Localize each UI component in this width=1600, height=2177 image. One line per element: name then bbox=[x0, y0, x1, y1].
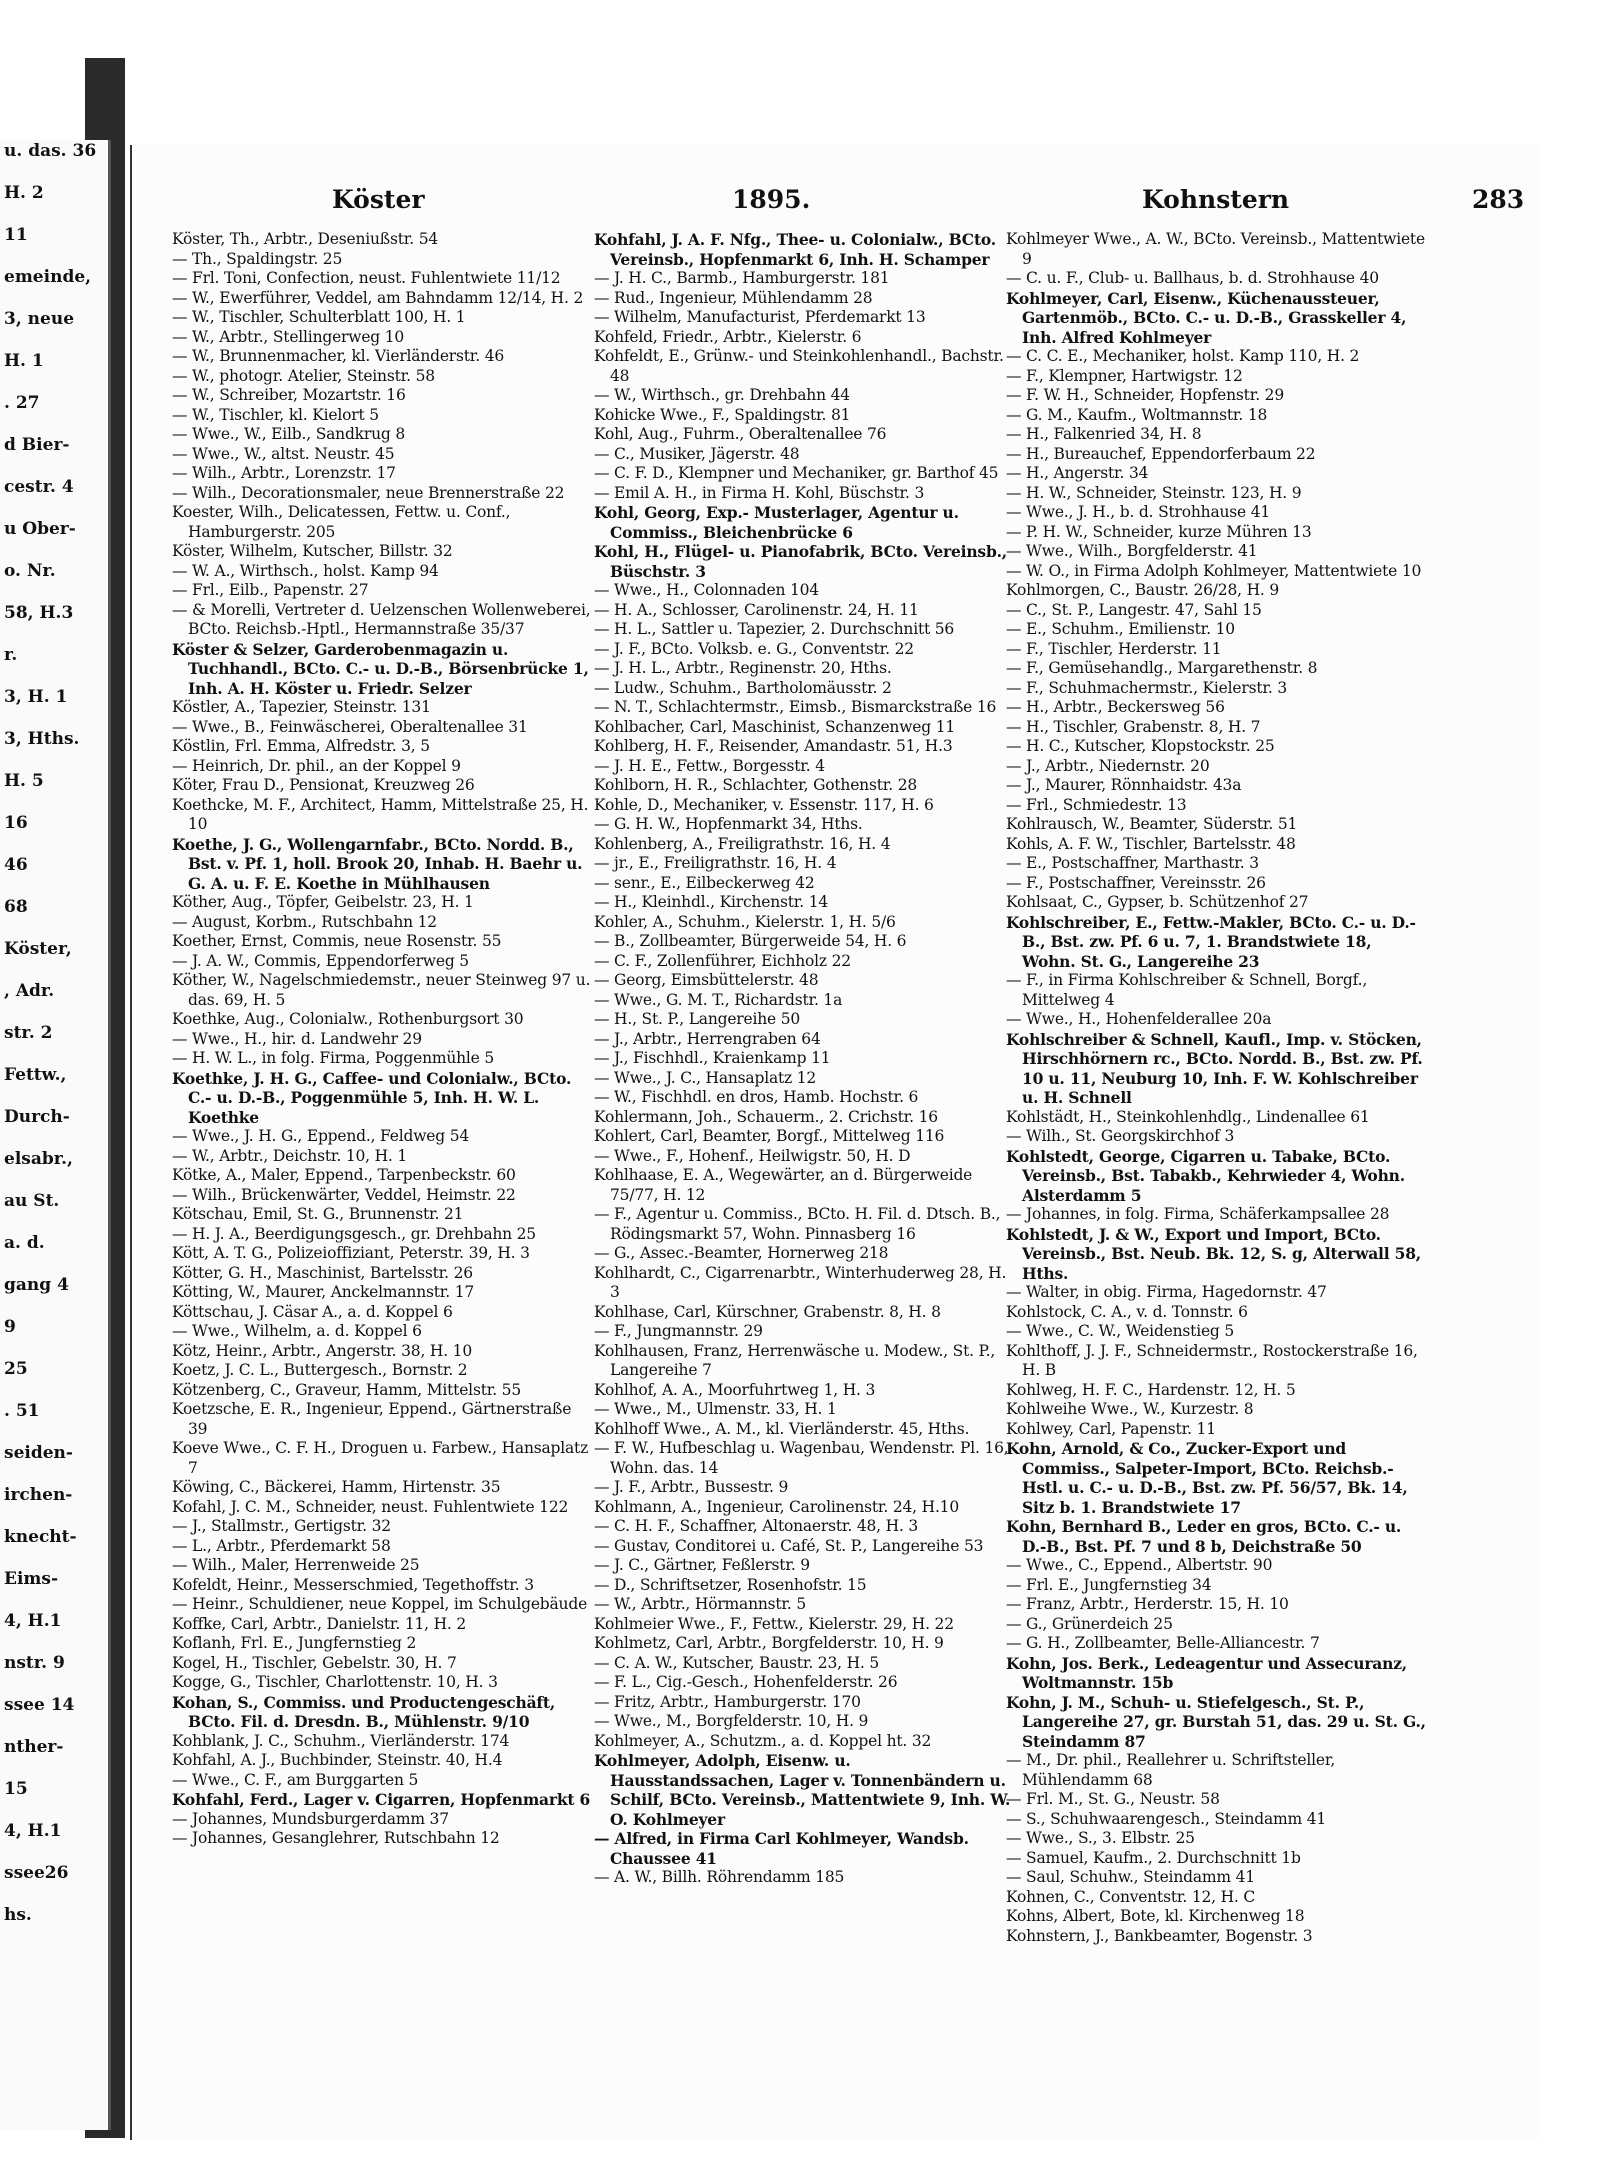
previous-page-text: 4, H.1 bbox=[4, 1611, 62, 1631]
directory-entry: — Ludw., Schuhm., Bartholomäusstr. 2 bbox=[594, 678, 892, 697]
directory-entry: Kohlermann, Joh., Schauerm., 2. Crichstr. 16 bbox=[594, 1107, 938, 1126]
directory-entry: Kohlweihe Wwe., W., Kurzestr. 8 bbox=[1006, 1400, 1254, 1418]
directory-entry: Köwing, C., Bäckerei, Hamm, Hirtenstr. 35 bbox=[172, 1478, 501, 1496]
directory-entry: Kohl, Georg, Exp.- Musterlager, Agentur u. Commiss., Bleichenbrücke 6 bbox=[594, 503, 959, 542]
directory-entry: — C., St. P., Langestr. 47, Sahl 15 bbox=[1006, 600, 1262, 619]
previous-page-text: u. das. 36 bbox=[4, 141, 97, 161]
directory-entry: — Frl. M., St. G., Neustr. 58 bbox=[1006, 1790, 1220, 1808]
directory-entry: — Heinr., Schuldiener, neue Koppel, im Schulgebäude bbox=[172, 1595, 588, 1613]
previous-page-text: . 27 bbox=[4, 393, 40, 413]
directory-entry: Koether, Ernst, Commis, neue Rosenstr. 55 bbox=[172, 932, 502, 950]
directory-entry: — Georg, Eimsbüttelerstr. 48 bbox=[594, 971, 819, 989]
previous-page-text: H. 1 bbox=[4, 351, 44, 371]
directory-entry: — J., Arbtr., Herrengraben 64 bbox=[594, 1029, 821, 1048]
directory-entry: — F., Gemüsehandlg., Margarethenstr. 8 bbox=[1006, 659, 1318, 677]
previous-page-text: H. 5 bbox=[4, 771, 44, 791]
directory-entry: Kohlhoff Wwe., A. M., kl. Vierländerstr. 45, Hths. bbox=[594, 1419, 970, 1438]
directory-entry: Kohnen, C., Conventstr. 12, H. C bbox=[1006, 1887, 1256, 1906]
previous-page-text: , Adr. bbox=[4, 981, 55, 1001]
directory-entry: — Wwe., C., Eppend., Albertstr. 90 bbox=[1006, 1556, 1273, 1574]
directory-entry: — M., Dr. phil., Reallehrer u. Schriftsteller, Mühlendamm 68 bbox=[1006, 1751, 1336, 1789]
directory-entry: Kohfeld, Friedr., Arbtr., Kielerstr. 6 bbox=[594, 327, 862, 346]
directory-entry: Koester, Wilh., Delicatessen, Fettw. u. Conf., Hamburgerstr. 205 bbox=[172, 503, 511, 541]
directory-entry: — B., Zollbeamter, Bürgerweide 54, H. 6 bbox=[594, 932, 907, 950]
directory-entry: Kohlschreiber, E., Fettw.-Makler, BCto. C.- u. D.-B., Bst. zw. Pf. 6 u. 7, 1. Brandstwiete 18, Wohn. St. G., Langereihe 23 bbox=[1006, 912, 1416, 971]
directory-entry: Köttschau, J. Cäsar A., a. d. Koppel 6 bbox=[172, 1302, 453, 1321]
directory-entry: Kohlschreiber & Schnell, Kaufl., Imp. v. Stöcken, Hirschhörnern rc., BCto. Nordd. B., Bst. zw. Pf. 10 u. 11, Neuburg 10, Inh. F. W. Kohlschreiber u. H. Schnell bbox=[1006, 1029, 1423, 1107]
directory-entry: — G. M., Kaufm., Woltmannstr. 18 bbox=[1006, 405, 1268, 424]
directory-entry: Kohlmeyer, A., Schutzm., a. d. Koppel ht. 32 bbox=[594, 1731, 932, 1750]
directory-entry: — Fritz, Arbtr., Hamburgerstr. 170 bbox=[594, 1692, 861, 1711]
directory-entry: — W., Wirthsch., gr. Drehbahn 44 bbox=[594, 386, 850, 404]
directory-entry: Kohlmeyer, Carl, Eisenw., Küchenaussteuer, Gartenmöb., BCto. C.- u. D.-B., Grasskeller 4, Inh. Alfred Kohlmeyer bbox=[1006, 288, 1407, 347]
directory-entry: — Wilh., Maler, Herrenweide 25 bbox=[172, 1556, 420, 1574]
directory-entry: — G., Grünerdeich 25 bbox=[1006, 1614, 1173, 1633]
directory-entry: — F., Klempner, Hartwigstr. 12 bbox=[1006, 366, 1243, 385]
directory-entry: — W., Tischler, kl. Kielort 5 bbox=[172, 405, 379, 424]
directory-entry: Kohlwey, Carl, Papenstr. 11 bbox=[1006, 1419, 1216, 1438]
directory-entry: Kohnstern, J., Bankbeamter, Bogenstr. 3 bbox=[1006, 1926, 1313, 1945]
header-year: 1895. bbox=[732, 185, 811, 214]
directory-entry: — H. L., Sattler u. Tapezier, 2. Durchschnitt 56 bbox=[594, 620, 955, 638]
directory-entry: — Wwe., J. C., Hansaplatz 12 bbox=[594, 1068, 817, 1087]
directory-entry: Kohlhase, Carl, Kürschner, Grabenstr. 8, H. 8 bbox=[594, 1302, 941, 1321]
previous-page-text: 15 bbox=[4, 1779, 28, 1799]
previous-page-text: 9 bbox=[4, 1317, 16, 1337]
directory-entry: Kötschau, Emil, St. G., Brunnenstr. 21 bbox=[172, 1205, 464, 1223]
directory-entry: — C. C. E., Mechaniker, holst. Kamp 110, H. 2 bbox=[1006, 347, 1360, 365]
directory-entry: Kohfahl, J. A. F. Nfg., Thee- u. Colonialw., BCto. Vereinsb., Hopfenmarkt 6, Inh. H. Schamper bbox=[594, 230, 996, 269]
directory-entry: Kohblank, J. C., Schuhm., Vierländerstr. 174 bbox=[172, 1731, 510, 1750]
directory-entry: Kohn, Jos. Berk., Ledeagentur und Assecuranz, Woltmannstr. 15b bbox=[1006, 1653, 1408, 1692]
directory-entry: — Wilh., Arbtr., Lorenzstr. 17 bbox=[172, 464, 396, 482]
previous-page-text: a. d. bbox=[4, 1233, 45, 1253]
directory-entry: Koethke, Aug., Colonialw., Rothenburgsort 30 bbox=[172, 1010, 524, 1028]
directory-entry: Kötke, A., Maler, Eppend., Tarpenbeckstr. 60 bbox=[172, 1166, 516, 1184]
directory-entry: — W., Ewerführer, Veddel, am Bahndamm 12/14, H. 2 bbox=[172, 288, 584, 307]
directory-entry: Kogel, H., Tischler, Gebelstr. 30, H. 7 bbox=[172, 1653, 457, 1672]
directory-entry: Kohlbacher, Carl, Maschinist, Schanzenweg 11 bbox=[594, 717, 956, 736]
directory-entry: Kötting, W., Maurer, Anckelmannstr. 17 bbox=[172, 1283, 475, 1301]
directory-entry: — N. T., Schlachtermstr., Eimsb., Bismarckstraße 16 bbox=[594, 698, 997, 716]
directory-entry: — Frl., Schmiedestr. 13 bbox=[1006, 795, 1187, 814]
directory-entry: Kohlberg, H. F., Reisender, Amandastr. 51, H.3 bbox=[594, 737, 953, 755]
directory-entry: Kohle, D., Mechaniker, v. Essenstr. 117, H. 6 bbox=[594, 795, 934, 814]
previous-page-text: o. Nr. bbox=[4, 561, 56, 581]
directory-entry: Kötter, G. H., Maschinist, Bartelsstr. 26 bbox=[172, 1263, 473, 1282]
directory-entry: Kohicke Wwe., F., Spaldingstr. 81 bbox=[594, 405, 851, 424]
directory-entry: — C. A. W., Kutscher, Baustr. 23, H. 5 bbox=[594, 1653, 880, 1672]
directory-entry: Kohlhof, A. A., Moorfuhrtweg 1, H. 3 bbox=[594, 1380, 876, 1399]
directory-entry: — Franz, Arbtr., Herderstr. 15, H. 10 bbox=[1006, 1595, 1289, 1613]
directory-entry: Köstler, A., Tapezier, Steinstr. 131 bbox=[172, 698, 431, 716]
column-1 bbox=[172, 230, 592, 2130]
directory-entry: — Wwe., S., 3. Elbstr. 25 bbox=[1006, 1829, 1195, 1847]
previous-page-text: au St. bbox=[4, 1191, 60, 1211]
directory-entry: — Wwe., H., Hohenfelderallee 20a bbox=[1006, 1010, 1272, 1028]
directory-entry: — H. A., Schlosser, Carolinenstr. 24, H. 11 bbox=[594, 600, 919, 619]
directory-entry: — G. H. W., Hopfenmarkt 34, Hths. bbox=[594, 815, 863, 833]
directory-entry: — C., Musiker, Jägerstr. 48 bbox=[594, 444, 800, 463]
directory-entry: Kohfahl, Ferd., Lager v. Cigarren, Hopfenmarkt 6 bbox=[172, 1790, 591, 1809]
previous-page-text: seiden- bbox=[4, 1443, 73, 1463]
page-number: 283 bbox=[1472, 185, 1525, 214]
directory-entry: — W., Fischhdl. en dros, Hamb. Hochstr. 6 bbox=[594, 1088, 919, 1106]
directory-entry: — F., in Firma Kohlschreiber & Schnell, Borgf., Mittelweg 4 bbox=[1006, 971, 1368, 1009]
directory-entry: Koethke, J. H. G., Caffee- und Colonialw., BCto. C.- u. D.-B., Poggenmühle 5, Inh. H. W. L. Koethke bbox=[172, 1068, 572, 1127]
directory-entry: — A. W., Billh. Röhrendamm 185 bbox=[594, 1868, 845, 1886]
directory-entry: — H. W., Schneider, Steinstr. 123, H. 9 bbox=[1006, 483, 1302, 502]
directory-entry: — Wwe., H., Colonnaden 104 bbox=[594, 581, 819, 599]
directory-entry: — Wwe., W., Eilb., Sandkrug 8 bbox=[172, 425, 405, 443]
directory-entry: Kofeldt, Heinr., Messerschmied, Tegethoffstr. 3 bbox=[172, 1575, 534, 1594]
directory-entry: — F., Jungmannstr. 29 bbox=[594, 1322, 763, 1340]
directory-entry: Kohlrausch, W., Beamter, Süderstr. 51 bbox=[1006, 815, 1298, 833]
directory-entry: Kohlhaase, E. A., Wegewärter, an d. Bürgerweide 75/77, H. 12 bbox=[594, 1166, 973, 1204]
directory-entry: — J. H. E., Fettw., Borgesstr. 4 bbox=[594, 756, 825, 775]
directory-entry: Köther, Aug., Töpfer, Geibelstr. 23, H. 1 bbox=[172, 893, 474, 911]
previous-page-text: d Bier- bbox=[4, 435, 70, 455]
directory-entry: — F., Schuhmachermstr., Kielerstr. 3 bbox=[1006, 678, 1288, 697]
directory-entry: — J., Fischhdl., Kraienkamp 11 bbox=[594, 1049, 831, 1067]
directory-entry: Kötzenberg, C., Graveur, Hamm, Mittelstr. 55 bbox=[172, 1380, 522, 1399]
directory-entry: — F., Postschaffner, Vereinsstr. 26 bbox=[1006, 873, 1266, 892]
directory-entry: Kohlmeyer, Adolph, Eisenw. u. Hausstandssachen, Lager v. Tonnenbändern u. Schilf, BCto. Vereinsb., Mattentwiete 9, Inh. W. O. Kohlmeyer bbox=[594, 1751, 1011, 1829]
previous-page-text: ssee 14 bbox=[4, 1695, 75, 1715]
directory-entry: — F. W., Hufbeschlag u. Wagenbau, Wendenstr. Pl. 16, Wohn. das. 14 bbox=[594, 1439, 1009, 1477]
directory-entry: — Saul, Schuhw., Steindamm 41 bbox=[1006, 1868, 1255, 1886]
directory-entry: — Wwe., C. F., am Burggarten 5 bbox=[172, 1770, 419, 1789]
directory-entry: Kohlmetz, Carl, Arbtr., Borgfelderstr. 10, H. 9 bbox=[594, 1634, 944, 1652]
directory-entry: — jr., E., Freiligrathstr. 16, H. 4 bbox=[594, 854, 837, 872]
directory-entry: — August, Korbm., Rutschbahn 12 bbox=[172, 912, 437, 931]
directory-entry: — W., Brunnenmacher, kl. Vierländerstr. 46 bbox=[172, 347, 505, 365]
directory-entry: — Wwe., W., altst. Neustr. 45 bbox=[172, 444, 395, 463]
directory-entry: Koffke, Carl, Arbtr., Danielstr. 11, H. 2 bbox=[172, 1614, 467, 1633]
directory-entry: — J. F., Arbtr., Bussestr. 9 bbox=[594, 1478, 789, 1496]
directory-entry: — Wwe., H., hir. d. Landwehr 29 bbox=[172, 1029, 422, 1048]
directory-entry: Koetzsche, E. R., Ingenieur, Eppend., Gärtnerstraße 39 bbox=[172, 1400, 572, 1438]
directory-entry: Kötz, Heinr., Arbtr., Angerstr. 38, H. 10 bbox=[172, 1341, 472, 1360]
directory-entry: Kohlmeyer Wwe., A. W., BCto. Vereinsb., Mattentwiete 9 bbox=[1006, 230, 1425, 268]
previous-page-text: 16 bbox=[4, 813, 28, 833]
directory-entry: Kohfeldt, E., Grünw.- und Steinkohlenhandl., Bachstr. 48 bbox=[594, 347, 1004, 385]
previous-page-text: ssee26 bbox=[4, 1863, 69, 1883]
directory-entry: — Johannes, Gesanglehrer, Rutschbahn 12 bbox=[172, 1829, 500, 1847]
previous-page-text: 68 bbox=[4, 897, 28, 917]
directory-entry: Kohl, H., Flügel- u. Pianofabrik, BCto. Vereinsb., Büschstr. 3 bbox=[594, 542, 1007, 581]
directory-entry: — E., Schuhm., Emilienstr. 10 bbox=[1006, 620, 1235, 638]
directory-entry: — Frl. Toni, Confection, neust. Fuhlentwiete 11/12 bbox=[172, 269, 561, 287]
directory-entry: Kohn, Arnold, & Co., Zucker-Export und Commiss., Salpeter-Import, BCto. Reichsb.-Hstl. u. C.- u. D.-B., Bst. zw. Pf. 56/57, Bk. 14, Sitz b. 1. Brandstwiete 17 bbox=[1006, 1439, 1408, 1517]
directory-entry: Kohler, A., Schuhm., Kielerstr. 1, H. 5/6 bbox=[594, 912, 896, 931]
directory-entry: Koeve Wwe., C. F. H., Droguen u. Farbew., Hansaplatz 7 bbox=[172, 1439, 589, 1477]
previous-page-text: Eims- bbox=[4, 1569, 59, 1589]
directory-entry: — J. F., BCto. Volksb. e. G., Conventstr. 22 bbox=[594, 639, 914, 658]
previous-page-text: str. 2 bbox=[4, 1023, 53, 1043]
previous-page-text: 25 bbox=[4, 1359, 28, 1379]
previous-page-text: hs. bbox=[4, 1905, 32, 1925]
directory-entry: Kohlmorgen, C., Baustr. 26/28, H. 9 bbox=[1006, 581, 1280, 599]
directory-entry: — L., Arbtr., Pferdemarkt 58 bbox=[172, 1536, 391, 1555]
directory-entry: — H. J. A., Beerdigungsgesch., gr. Drehbahn 25 bbox=[172, 1224, 536, 1243]
previous-page-text: 58, H.3 bbox=[4, 603, 74, 623]
directory-entry: — Walter, in obig. Firma, Hagedornstr. 47 bbox=[1006, 1283, 1327, 1301]
directory-entry: Kohn, Bernhard B., Leder en gros, BCto. C.- u. D.-B., Bst. Pf. 7 und 8 b, Deichstraße 50 bbox=[1006, 1517, 1402, 1556]
column-3 bbox=[1006, 230, 1426, 2130]
previous-page-text: emeinde, bbox=[4, 267, 92, 287]
directory-entry: — Wwe., M., Borgfelderstr. 10, H. 9 bbox=[594, 1712, 869, 1730]
directory-entry: — Frl. E., Jungfernstieg 34 bbox=[1006, 1575, 1212, 1594]
directory-entry: — F. L., Cig.-Gesch., Hohenfelderstr. 26 bbox=[594, 1673, 898, 1691]
directory-entry: — D., Schriftsetzer, Rosenhofstr. 15 bbox=[594, 1575, 867, 1594]
directory-entry: Kött, A. T. G., Polizeioffiziant, Peterstr. 39, H. 3 bbox=[172, 1244, 530, 1262]
directory-entry: — C. F. D., Klempner und Mechaniker, gr. Barthof 45 bbox=[594, 464, 999, 482]
directory-entry: — H., Angerstr. 34 bbox=[1006, 464, 1149, 482]
directory-entry: Kohlthoff, J. J. F., Schneidermstr., Rostockerstraße 16, H. B bbox=[1006, 1341, 1418, 1379]
directory-entry: — Wwe., F., Hohenf., Heilwigstr. 50, H. D bbox=[594, 1146, 911, 1165]
directory-entry: — G. H., Zollbeamter, Belle-Alliancestr. 7 bbox=[1006, 1634, 1320, 1652]
directory-entry: — P. H. W., Schneider, kurze Mühren 13 bbox=[1006, 522, 1312, 541]
directory-entry: Köther, W., Nagelschmiedemstr., neuer Steinweg 97 u. das. 69, H. 5 bbox=[172, 971, 591, 1009]
directory-entry: — J., Maurer, Rönnhaidstr. 43a bbox=[1006, 776, 1242, 794]
directory-entry: Kohlweg, H. F. C., Hardenstr. 12, H. 5 bbox=[1006, 1380, 1296, 1399]
directory-entry: — W., Tischler, Schulterblatt 100, H. 1 bbox=[172, 308, 466, 326]
directory-entry: — senr., E., Eilbeckerweg 42 bbox=[594, 873, 815, 892]
header-right-title: Kohnstern bbox=[1142, 185, 1290, 214]
directory-entry: — C. F., Zollenführer, Eichholz 22 bbox=[594, 951, 851, 970]
directory-entry: — Gustav, Conditorei u. Café, St. P., Langereihe 53 bbox=[594, 1536, 984, 1555]
directory-page bbox=[130, 145, 1540, 2140]
directory-entry: — Wilh., Decorationsmaler, neue Brennerstraße 22 bbox=[172, 483, 565, 502]
directory-entry: — J. H. C., Barmb., Hamburgerstr. 181 bbox=[594, 269, 890, 287]
directory-entry: Kofahl, J. C. M., Schneider, neust. Fuhlentwiete 122 bbox=[172, 1497, 569, 1516]
previous-page-text: r. bbox=[4, 645, 18, 665]
directory-entry: Köter, Frau D., Pensionat, Kreuzweg 26 bbox=[172, 776, 475, 794]
directory-entry: — H., St. P., Langereihe 50 bbox=[594, 1010, 801, 1028]
directory-entry: — H., Falkenried 34, H. 8 bbox=[1006, 425, 1202, 443]
directory-entry: — Johannes, in folg. Firma, Schäferkampsallee 28 bbox=[1006, 1205, 1390, 1223]
directory-entry: Koflanh, Frl. E., Jungfernstieg 2 bbox=[172, 1634, 417, 1652]
directory-entry: — W., Arbtr., Stellingerweg 10 bbox=[172, 327, 405, 346]
directory-entry: — J. H. L., Arbtr., Reginenstr. 20, Hths. bbox=[594, 659, 892, 677]
previous-page-text: elsabr., bbox=[4, 1149, 73, 1169]
directory-entry: — W., photogr. Atelier, Steinstr. 58 bbox=[172, 366, 435, 385]
previous-page-text: Durch- bbox=[4, 1107, 70, 1127]
directory-entry: — Heinrich, Dr. phil., an der Koppel 9 bbox=[172, 756, 461, 775]
directory-entry: — S., Schuhwaarengesch., Steindamm 41 bbox=[1006, 1809, 1327, 1828]
previous-page-text: knecht- bbox=[4, 1527, 77, 1547]
directory-entry: — Wwe., B., Feinwäscherei, Oberaltenallee 31 bbox=[172, 717, 528, 736]
directory-entry: Kohan, S., Commiss. und Productengeschäft, BCto. Fil. d. Dresdn. B., Mühlenstr. 9/10 bbox=[172, 1692, 556, 1731]
directory-entry: — & Morelli, Vertreter d. Uelzenschen Wollenweberei, BCto. Reichsb.-Hptl., Hermannstraße 35/37 bbox=[172, 600, 591, 638]
directory-entry: — W., Arbtr., Deichstr. 10, H. 1 bbox=[172, 1146, 408, 1165]
page-header bbox=[132, 185, 1540, 225]
directory-entry: Köster, Wilhelm, Kutscher, Billstr. 32 bbox=[172, 542, 453, 560]
directory-entry: Kohlborn, H. R., Schlachter, Gothenstr. 28 bbox=[594, 776, 918, 794]
directory-entry: Kohlsaat, C., Gypser, b. Schützenhof 27 bbox=[1006, 893, 1309, 911]
previous-page-text: . 51 bbox=[4, 1401, 40, 1421]
directory-entry: Kohlhausen, Franz, Herrenwäsche u. Modew., St. P., Langereihe 7 bbox=[594, 1341, 996, 1379]
directory-entry: — G., Assec.-Beamter, Hornerweg 218 bbox=[594, 1244, 889, 1262]
directory-entry: Kohlstock, C. A., v. d. Tonnstr. 6 bbox=[1006, 1302, 1248, 1321]
previous-page-text: 4, H.1 bbox=[4, 1821, 62, 1841]
directory-entry: — F. W. H., Schneider, Hopfenstr. 29 bbox=[1006, 386, 1284, 404]
directory-entry: Koetz, J. C. L., Buttergesch., Bornstr. 2 bbox=[172, 1361, 468, 1379]
directory-entry: — Johannes, Mundsburgerdamm 37 bbox=[172, 1809, 449, 1828]
directory-entry: Koethcke, M. F., Architect, Hamm, Mittelstraße 25, H. 10 bbox=[172, 795, 589, 833]
directory-entry: — H., Kleinhdl., Kirchenstr. 14 bbox=[594, 893, 829, 911]
directory-entry: Köstlin, Frl. Emma, Alfredstr. 3, 5 bbox=[172, 737, 430, 755]
directory-entry: — Wwe., C. W., Weidenstieg 5 bbox=[1006, 1322, 1235, 1340]
previous-page-fragment bbox=[0, 140, 111, 2130]
directory-entry: Köster, Th., Arbtr., Deseniußstr. 54 bbox=[172, 230, 439, 248]
directory-entry: Kohlert, Carl, Beamter, Borgf., Mittelweg 116 bbox=[594, 1127, 945, 1145]
previous-page-text: 3, neue bbox=[4, 309, 75, 329]
directory-entry: — E., Postschaffner, Marthastr. 3 bbox=[1006, 854, 1259, 872]
directory-entry: Kohfahl, A. J., Buchbinder, Steinstr. 40, H.4 bbox=[172, 1751, 503, 1769]
directory-entry: — H., Tischler, Grabenstr. 8, H. 7 bbox=[1006, 717, 1261, 736]
directory-entry: Kohlstädt, H., Steinkohlenhdlg., Lindenallee 61 bbox=[1006, 1107, 1370, 1126]
directory-entry: — Wilh., Brückenwärter, Veddel, Heimstr. 22 bbox=[172, 1185, 516, 1204]
directory-entry: Kohn, J. M., Schuh- u. Stiefelgesch., St. P., Langereihe 27, gr. Burstah 51, das. 29 u. St. G., Steindamm 87 bbox=[1006, 1692, 1426, 1751]
header-left-title: Köster bbox=[332, 185, 425, 214]
directory-entry: — Wilh., St. Georgskirchhof 3 bbox=[1006, 1127, 1235, 1145]
directory-entry: Kohlmeier Wwe., F., Fettw., Kielerstr. 29, H. 22 bbox=[594, 1614, 954, 1633]
directory-entry: — W., Arbtr., Hörmannstr. 5 bbox=[594, 1595, 807, 1613]
directory-entry: — Wwe., Wilh., Borgfelderstr. 41 bbox=[1006, 542, 1258, 560]
directory-entry: — Samuel, Kaufm., 2. Durchschnitt 1b bbox=[1006, 1848, 1301, 1867]
directory-entry: — Alfred, in Firma Carl Kohlmeyer, Wandsb. Chaussee 41 bbox=[594, 1829, 969, 1868]
directory-entry: Kohls, A. F. W., Tischler, Bartelsstr. 48 bbox=[1006, 834, 1296, 853]
previous-page-text: 3, Hths. bbox=[4, 729, 80, 749]
previous-page-text: H. 2 bbox=[4, 183, 44, 203]
directory-entry: — C. u. F., Club- u. Ballhaus, b. d. Strohhause 40 bbox=[1006, 269, 1379, 287]
previous-page-text: 11 bbox=[4, 225, 28, 245]
directory-entry: — J., Arbtr., Niedernstr. 20 bbox=[1006, 756, 1210, 775]
directory-entry: — F., Agentur u. Commiss., BCto. H. Fil. d. Dtsch. B., Rödingsmarkt 57, Wohn. Pinnasberg 16 bbox=[594, 1205, 1001, 1243]
directory-entry: — Wwe., J. H., b. d. Strohhause 41 bbox=[1006, 503, 1271, 521]
directory-entry: — J. A. W., Commis, Eppendorferweg 5 bbox=[172, 951, 469, 970]
previous-page-text: gang 4 bbox=[4, 1275, 69, 1295]
directory-entry: — F., Tischler, Herderstr. 11 bbox=[1006, 639, 1222, 658]
directory-entry: Kohl, Aug., Fuhrm., Oberaltenallee 76 bbox=[594, 425, 887, 443]
directory-entry: — Rud., Ingenieur, Mühlendamm 28 bbox=[594, 288, 873, 307]
column-2 bbox=[594, 230, 1014, 2130]
directory-entry: — Emil A. H., in Firma H. Kohl, Büschstr. 3 bbox=[594, 483, 925, 502]
directory-entry: — J., Stallmstr., Gertigstr. 32 bbox=[172, 1517, 391, 1535]
previous-page-text: nther- bbox=[4, 1737, 64, 1757]
directory-entry: — W., Schreiber, Mozartstr. 16 bbox=[172, 386, 406, 404]
directory-entry: — Wilhelm, Manufacturist, Pferdemarkt 13 bbox=[594, 308, 926, 326]
directory-entry: — J. C., Gärtner, Feßlerstr. 9 bbox=[594, 1556, 810, 1574]
directory-entry: Köster & Selzer, Garderobenmagazin u. Tuchhandl., BCto. C.- u. D.-B., Börsenbrücke 1, Inh. A. H. Köster u. Friedr. Selzer bbox=[172, 639, 589, 698]
directory-entry: — Wwe., J. H. G., Eppend., Feldweg 54 bbox=[172, 1127, 470, 1145]
previous-page-text: 3, H. 1 bbox=[4, 687, 68, 707]
directory-entry: — H. C., Kutscher, Klopstockstr. 25 bbox=[1006, 737, 1275, 755]
directory-entry: — Frl., Eilb., Papenstr. 27 bbox=[172, 581, 369, 599]
directory-entry: — C. H. F., Schaffner, Altonaerstr. 48, H. 3 bbox=[594, 1517, 919, 1535]
directory-entry: Kohns, Albert, Bote, kl. Kirchenweg 18 bbox=[1006, 1907, 1305, 1925]
previous-page-text: u Ober- bbox=[4, 519, 76, 539]
directory-entry: Kogge, G., Tischler, Charlottenstr. 10, H. 3 bbox=[172, 1673, 498, 1691]
previous-page-text: nstr. 9 bbox=[4, 1653, 65, 1673]
directory-entry: Kohlmann, A., Ingenieur, Carolinenstr. 24, H.10 bbox=[594, 1497, 960, 1516]
directory-entry: — Th., Spaldingstr. 25 bbox=[172, 249, 343, 268]
directory-entry: — Wwe., M., Ulmenstr. 33, H. 1 bbox=[594, 1400, 837, 1418]
directory-entry: — W. A., Wirthsch., holst. Kamp 94 bbox=[172, 561, 439, 580]
directory-entry: Kohlstedt, J. & W., Export und Import, BCto. Vereinsb., Bst. Neub. Bk. 12, S. g, Alterwall 58, Hths. bbox=[1006, 1224, 1421, 1283]
directory-entry: — W. O., in Firma Adolph Kohlmeyer, Mattentwiete 10 bbox=[1006, 561, 1422, 580]
directory-entry: — Wwe., Wilhelm, a. d. Koppel 6 bbox=[172, 1322, 422, 1340]
directory-entry: — Wwe., G. M. T., Richardstr. 1a bbox=[594, 990, 843, 1009]
directory-entry: Kohlstedt, George, Cigarren u. Tabake, BCto. Vereinsb., Bst. Tabakb., Kehrwieder 4, Wohn. Alsterdamm 5 bbox=[1006, 1146, 1405, 1205]
previous-page-text: 46 bbox=[4, 855, 28, 875]
previous-page-text: cestr. 4 bbox=[4, 477, 74, 497]
directory-entry: — H., Bureauchef, Eppendorferbaum 22 bbox=[1006, 444, 1316, 463]
directory-entry: — H., Arbtr., Beckersweg 56 bbox=[1006, 698, 1225, 716]
previous-page-text: Fettw., bbox=[4, 1065, 67, 1085]
directory-entry: Kohlenberg, A., Freiligrathstr. 16, H. 4 bbox=[594, 834, 891, 853]
directory-entry: Koethe, J. G., Wollengarnfabr., BCto. Nordd. B., Bst. v. Pf. 1, holl. Brook 20, Inhab. H. Baehr u. G. A. u. F. E. Koethe in Mühlhausen bbox=[172, 834, 583, 893]
directory-entry: Kohlhardt, C., Cigarrenarbtr., Winterhuderweg 28, H. 3 bbox=[594, 1263, 1007, 1301]
previous-page-text: irchen- bbox=[4, 1485, 73, 1505]
previous-page-text: Köster, bbox=[4, 939, 72, 959]
directory-entry: — H. W. L., in folg. Firma, Poggenmühle 5 bbox=[172, 1049, 495, 1067]
